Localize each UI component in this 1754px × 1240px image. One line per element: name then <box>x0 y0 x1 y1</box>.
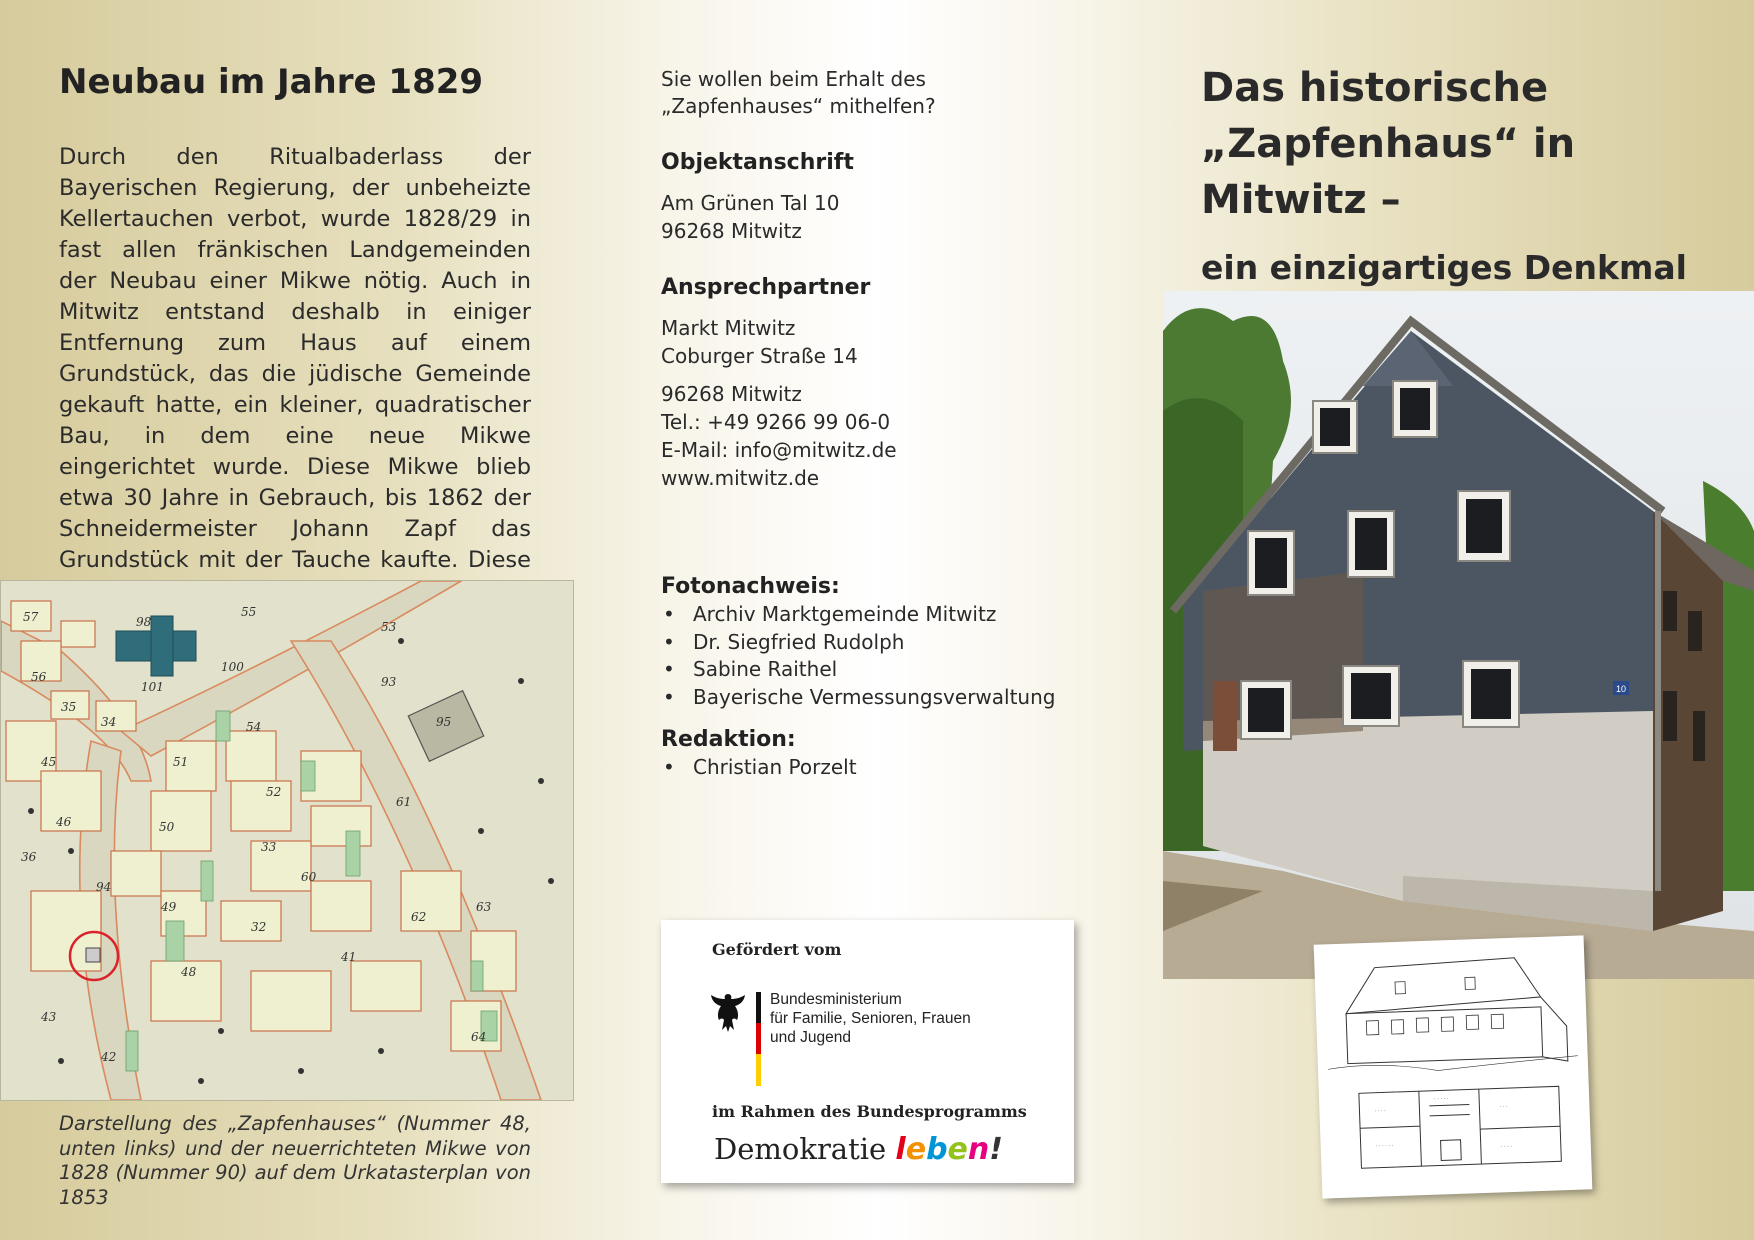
contact-website: www.mitwitz.de <box>661 466 820 490</box>
map-parcel-number: 62 <box>411 910 427 924</box>
map-parcel-number: 48 <box>181 965 197 979</box>
logo-letter: e <box>947 1132 968 1167</box>
house-sketch-image <box>1314 935 1593 1198</box>
list-item: • Sabine Raithel <box>661 656 1081 684</box>
map-parcel-number: 98 <box>136 615 152 629</box>
left-column <box>59 62 531 607</box>
object-address <box>661 189 1081 245</box>
map-parcel-number: 36 <box>21 850 37 864</box>
ministry-line: Bundesministerium <box>770 991 902 1008</box>
map-parcel-number: 41 <box>341 950 357 964</box>
map-parcel-number: 46 <box>56 815 72 829</box>
map-parcel-number: 54 <box>246 720 262 734</box>
map-parcel-number: 35 <box>61 700 77 714</box>
map-parcel-number: 43 <box>41 1010 57 1024</box>
support-intro: Sie wollen beim Erhalt des „Zapfenhauses“ mithelfen? <box>661 67 936 118</box>
funded-by-label: Gefördert vom <box>712 940 842 959</box>
cadastral-map-image <box>0 580 574 1101</box>
house-number-plate: 10 <box>1615 684 1627 694</box>
map-parcel-number: 45 <box>41 755 57 769</box>
map-parcel-number: 33 <box>261 840 277 854</box>
ministry-line: und Jugend <box>770 1029 852 1046</box>
map-parcel-number: 94 <box>96 880 112 894</box>
list-item: • Bayerische Vermessungsverwaltung <box>661 684 1081 712</box>
logo-letter: ! <box>989 1132 1003 1167</box>
editorial-heading: Redaktion: <box>661 727 796 752</box>
history-paragraph: Durch den Ritualbaderlass der Bayerischen Regierung, der unbeheizte Kellertauchen verbot, wurde 1828/29 in fast allen fränkischen Landgemeinden der Neubau einer Mikwe nötig. Auch in Mitwitz entstand deshalb in einiger Entfernung zum Haus auf einem Grundstück, das die jüdische Gemeinde gekauft hatte, ein kleiner, quadratischer Bau, in dem eine neue Mikwe eingerichtet wurde. Diese Mikwe blieb etwa 30 Jahre in Gebrauch, bis 1862 der Schneidermeister Johann Zapf das Grundstück mit der Tauche kaufte. Diese <box>59 144 531 573</box>
german-flag-bar <box>756 992 761 1086</box>
svg-text:· · · ·: · · · · <box>1500 1143 1513 1151</box>
editorial-list <box>661 754 1081 782</box>
map-parcel-number: 63 <box>476 900 492 914</box>
contact-address <box>661 314 1081 370</box>
svg-text:· · · ·: · · · · <box>1374 1108 1386 1115</box>
contact-email: E-Mail: info@mitwitz.de <box>661 438 897 462</box>
map-parcel-number: 61 <box>396 795 412 809</box>
logo-letter: b <box>926 1132 948 1167</box>
logo-letter: e <box>905 1132 927 1167</box>
map-parcel-number: 50 <box>159 820 175 834</box>
map-parcel-number: 56 <box>31 670 47 684</box>
map-parcel-number: 57 <box>23 610 39 624</box>
object-address-heading: Objektanschrift <box>661 150 854 175</box>
map-parcel-number: 64 <box>471 1030 487 1044</box>
contact-heading: Ansprechpartner <box>661 275 871 300</box>
logo-letter: l <box>895 1132 906 1167</box>
logo-word-leben <box>895 1132 1003 1167</box>
map-parcel-number: 42 <box>101 1050 117 1064</box>
contact-line: 96268 Mitwitz <box>661 382 802 406</box>
section-heading: Neubau im Jahre 1829 <box>59 62 484 102</box>
program-label: im Rahmen des Bundesprogramms <box>712 1102 1027 1121</box>
federal-eagle-icon <box>708 990 748 1034</box>
map-parcel-number: 101 <box>141 680 164 694</box>
logo-letter: n <box>967 1132 990 1167</box>
demokratie-leben-logo <box>714 1132 1003 1167</box>
contact-phone: Tel.: +49 9266 99 06-0 <box>661 410 891 434</box>
map-parcel-number: 52 <box>266 785 282 799</box>
logo-word-demokratie: Demokratie <box>714 1132 887 1166</box>
list-item: • Christian Porzelt <box>661 754 1081 782</box>
map-parcel-number: 34 <box>101 715 117 729</box>
map-parcel-number: 32 <box>251 920 267 934</box>
address-line: Am Grünen Tal 10 <box>661 191 840 215</box>
svg-text:· · ·: · · · <box>1499 1104 1508 1111</box>
map-parcel-number: 93 <box>381 675 397 689</box>
address-line: 96268 Mitwitz <box>661 219 802 243</box>
title-line: „Zapfenhaus“ in Mitwitz – <box>1201 121 1576 223</box>
map-parcel-number: 55 <box>241 605 257 619</box>
contact-line: Markt Mitwitz <box>661 316 796 340</box>
map-parcel-number: 51 <box>173 755 189 769</box>
map-parcel-number: 95 <box>436 715 452 729</box>
list-item: • Dr. Siegfried Rudolph <box>661 629 1081 657</box>
svg-text:· · · · ·: · · · · · <box>1434 1096 1449 1103</box>
house-photo <box>1163 291 1754 979</box>
photo-credits-list <box>661 601 1081 711</box>
svg-text:· · · · · ·: · · · · · · <box>1375 1143 1394 1150</box>
list-item: • Archiv Marktgemeinde Mitwitz <box>661 601 1081 629</box>
sponsor-box <box>661 920 1074 1183</box>
map-parcel-number: 60 <box>301 870 317 884</box>
ministry-name <box>770 990 971 1047</box>
photo-credits-heading: Fotonachweis: <box>661 574 840 599</box>
map-parcel-number: 49 <box>161 900 177 914</box>
contact-line: Coburger Straße 14 <box>661 344 858 368</box>
contact-details <box>661 380 1081 492</box>
map-caption: Darstellung des „Zapfenhauses“ (Nummer 48, unten links) und der neuerrichteten Mikwe von 1828 (Nummer 90) auf dem Urkatasterplan von 1853 <box>59 1112 531 1209</box>
ministry-line: für Familie, Senioren, Frauen <box>770 1010 971 1027</box>
title-line: Das historische <box>1201 65 1549 111</box>
middle-column <box>661 66 1081 782</box>
map-parcel-number: 53 <box>381 620 397 634</box>
main-title <box>1201 60 1731 228</box>
map-parcel-number: 100 <box>221 660 244 674</box>
subtitle-line: ein einzigartiges Denkmal <box>1201 248 1687 287</box>
